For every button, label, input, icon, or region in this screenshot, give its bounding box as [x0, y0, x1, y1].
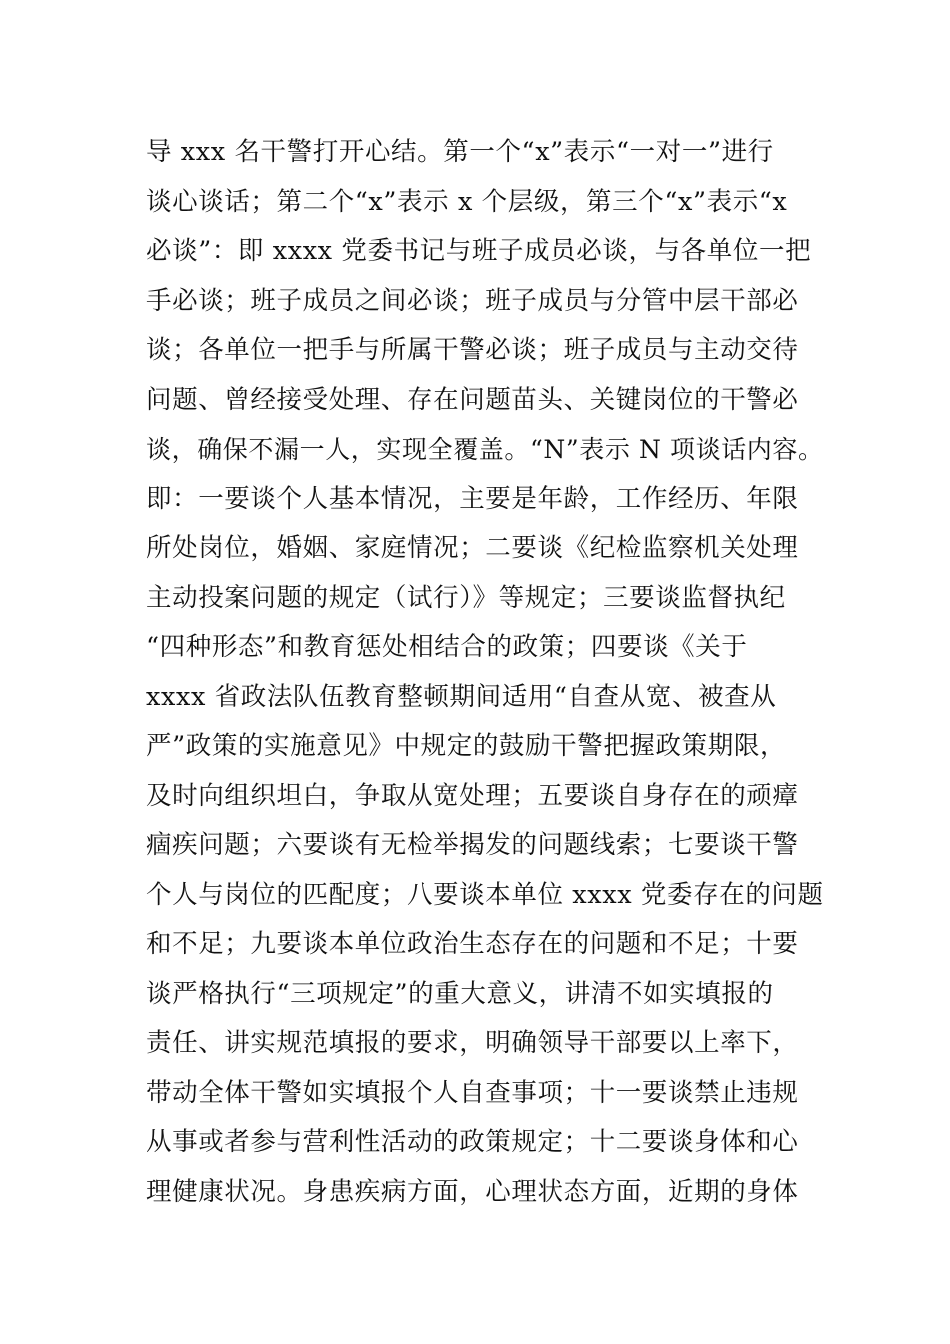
text-line: 主动投案问题的规定（试行）》等规定；三要谈监督执纪 — [146, 582, 786, 613]
text-line: 严”政策的实施意见》中规定的鼓励干警把握政策期限， — [146, 731, 787, 761]
text-line: 及时向组织坦白，争取从宽处理；五要谈自身存在的顽瘴 — [146, 780, 799, 811]
text-line: 谈严格执行“三项规定”的重大意义，讲清不如实填报的 — [146, 978, 774, 1009]
text-line: 理健康状况。身患疾病方面，心理状态方面，近期的身体 — [146, 1176, 799, 1207]
text-line: 必谈”：即 xxxx 党委书记与班子成员必谈，与各单位一把 — [146, 236, 812, 266]
text-line: 个人与岗位的匹配度；八要谈本单位 xxxx 党委存在的问题 — [146, 879, 824, 910]
text-line: 所处岗位，婚姻、家庭情况；二要谈《纪检监察机关处理 — [146, 533, 799, 563]
text-line: “四种形态”和教育惩处相结合的政策；四要谈《关于 — [146, 632, 748, 662]
text-line: 从事或者参与营利性活动的政策规定；十二要谈身体和心 — [146, 1127, 799, 1157]
text-line: 和不足；九要谈本单位政治生态存在的问题和不足；十要 — [146, 929, 799, 959]
body-text — [146, 128, 826, 1217]
text-line: 手必谈；班子成员之间必谈；班子成员与分管中层干部必 — [146, 285, 799, 316]
text-line: 即：一要谈个人基本情况，主要是年龄，工作经历、年限 — [146, 483, 799, 514]
text-line: 责任、讲实规范填报的要求，明确领导干部要以上率下， — [146, 1028, 799, 1058]
text-line: xxxx 省政法队伍教育整顿期间适用“自查从宽、被查从 — [146, 681, 777, 712]
text-line: 痼疾问题；六要谈有无检举揭发的问题线索；七要谈干警 — [146, 830, 799, 860]
text-line: 谈心谈话；第二个“x”表示 x 个层级，第三个“x”表示“x — [146, 186, 788, 217]
text-line: 谈；各单位一把手与所属干警必谈；班子成员与主动交待 — [146, 335, 799, 365]
text-line: 导 xxx 名干警打开心结。第一个“x”表示“一对一”进行 — [146, 137, 774, 167]
text-line: 问题、曾经接受处理、存在问题苗头、关键岗位的干警必 — [146, 384, 799, 415]
text-line: 带动全体干警如实填报个人自查事项；十一要谈禁止违规 — [146, 1077, 799, 1108]
text-line: 谈，确保不漏一人，实现全覆盖。“N”表示 N 项谈话内容。 — [146, 435, 824, 464]
